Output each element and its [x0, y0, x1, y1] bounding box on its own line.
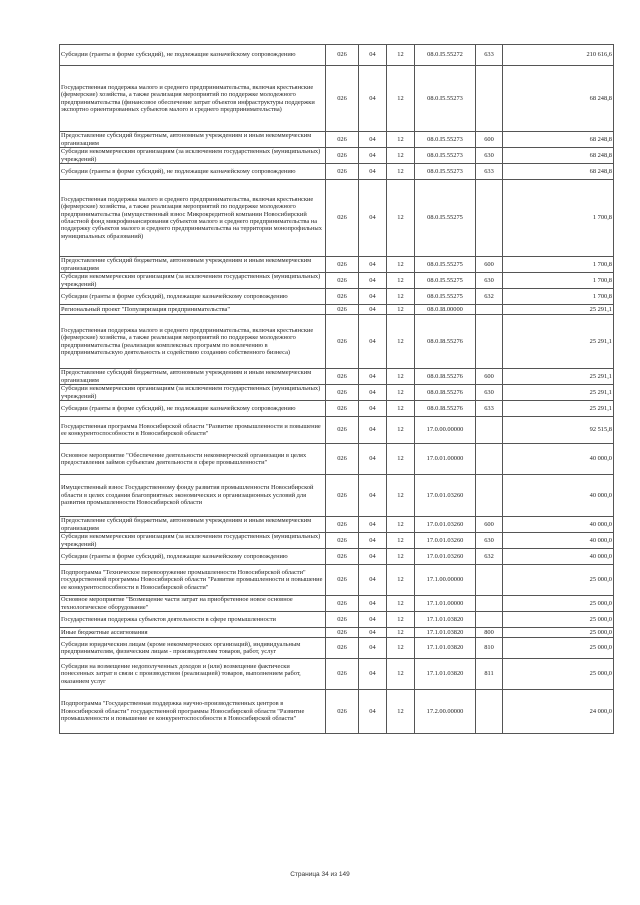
section-code-cell: 04: [359, 180, 387, 257]
section-code-cell: 04: [359, 273, 387, 289]
section-code-cell: 04: [359, 612, 387, 628]
target-article-cell: 17.1.01.03820: [415, 612, 476, 628]
section-code-cell: 04: [359, 690, 387, 734]
row-name-cell: Основное мероприятие "Обеспечение деятельности некоммерческой организации в целях предоставления займов субъектам деятельности в сфере промышленности": [60, 444, 326, 475]
amount-cell: 68 248,8: [503, 164, 614, 180]
section-code-cell: 04: [359, 596, 387, 612]
ved-code-cell: 026: [326, 180, 359, 257]
subsection-code-cell: 12: [387, 596, 415, 612]
section-code-cell: 04: [359, 66, 387, 132]
table-row: [60, 444, 614, 475]
amount-cell: 25 000,0: [503, 565, 614, 596]
section-code-cell: 04: [359, 475, 387, 517]
expense-type-cell: 810: [476, 638, 503, 659]
row-name-cell: Предоставление субсидий бюджетным, автономным учреждениям и иным некоммерческим организациям: [60, 132, 326, 148]
section-code-cell: 04: [359, 628, 387, 638]
expense-type-cell: 632: [476, 289, 503, 305]
budget-table: [59, 44, 614, 734]
expense-type-cell: 811: [476, 659, 503, 690]
subsection-code-cell: 12: [387, 444, 415, 475]
ved-code-cell: 026: [326, 45, 359, 66]
ved-code-cell: 026: [326, 417, 359, 444]
row-name-cell: Подпрограмма "Государственная поддержка научно-производственных центров в Новосибирской области" государственной программы Новосибирской области "Развитие промышленности и повышение ее конкурентоспособности в Новосибирской области": [60, 690, 326, 734]
row-name-cell: Субсидии (гранты в форме субсидий), подлежащие казначейскому сопровождению: [60, 289, 326, 305]
amount-cell: 40 000,0: [503, 549, 614, 565]
ved-code-cell: 026: [326, 305, 359, 315]
target-article-cell: 17.1.01.03820: [415, 638, 476, 659]
row-name-cell: Субсидии некоммерческим организациям (за исключением государственных (муниципальных) учреждений): [60, 533, 326, 549]
table-row: [60, 638, 614, 659]
table-row: [60, 148, 614, 164]
table-row: [60, 273, 614, 289]
table-row: [60, 549, 614, 565]
subsection-code-cell: 12: [387, 549, 415, 565]
target-article-cell: 08.0.I5.55275: [415, 257, 476, 273]
subsection-code-cell: 12: [387, 273, 415, 289]
target-article-cell: 17.1.01.03820: [415, 628, 476, 638]
expense-type-cell: 800: [476, 628, 503, 638]
target-article-cell: 08.0.I5.55273: [415, 164, 476, 180]
amount-cell: 1 700,8: [503, 180, 614, 257]
amount-cell: 25 000,0: [503, 628, 614, 638]
expense-type-cell: [476, 612, 503, 628]
expense-type-cell: 600: [476, 132, 503, 148]
section-code-cell: 04: [359, 369, 387, 385]
table-row: [60, 45, 614, 66]
row-name-cell: Государственная поддержка малого и среднего предпринимательства, включая крестьянские (фермерские) хозяйства, а также реализация мероприятий по поддержке молодежного предпринимательства (имущественный взнос Микрокредитной компании Новосибирский областной фонд микрофинансирования субъектов малого и среднего предпринимательства на поддержку субъектов малого и среднего предпринимательства на территории монопрофильных муниципальных образований): [60, 180, 326, 257]
target-article-cell: 17.0.01.00000: [415, 444, 476, 475]
ved-code-cell: 026: [326, 596, 359, 612]
expense-type-cell: 633: [476, 45, 503, 66]
target-article-cell: 17.1.00.00000: [415, 565, 476, 596]
expense-type-cell: [476, 475, 503, 517]
row-name-cell: Субсидии некоммерческим организациям (за исключением государственных (муниципальных) учреждений): [60, 148, 326, 164]
amount-cell: 25 291,1: [503, 401, 614, 417]
expense-type-cell: 600: [476, 517, 503, 533]
subsection-code-cell: 12: [387, 659, 415, 690]
section-code-cell: 04: [359, 444, 387, 475]
expense-type-cell: 633: [476, 401, 503, 417]
ved-code-cell: 026: [326, 475, 359, 517]
target-article-cell: 08.0.I5.55273: [415, 66, 476, 132]
subsection-code-cell: 12: [387, 289, 415, 305]
ved-code-cell: 026: [326, 385, 359, 401]
amount-cell: 40 000,0: [503, 444, 614, 475]
row-name-cell: Субсидии юридическим лицам (кроме некоммерческих организаций), индивидуальным предпринимателям, физическим лицам - производителям товаров, работ, услуг: [60, 638, 326, 659]
table-row: [60, 257, 614, 273]
row-name-cell: Субсидии некоммерческим организациям (за исключением государственных (муниципальных) учреждений): [60, 385, 326, 401]
subsection-code-cell: 12: [387, 369, 415, 385]
row-name-cell: Основное мероприятие "Возмещение части затрат на приобретенное новое основное технологическое оборудование": [60, 596, 326, 612]
subsection-code-cell: 12: [387, 612, 415, 628]
expense-type-cell: 630: [476, 273, 503, 289]
row-name-cell: Предоставление субсидий бюджетным, автономным учреждениям и иным некоммерческим организациям: [60, 369, 326, 385]
section-code-cell: 04: [359, 659, 387, 690]
ved-code-cell: 026: [326, 369, 359, 385]
section-code-cell: 04: [359, 132, 387, 148]
amount-cell: 1 700,8: [503, 289, 614, 305]
subsection-code-cell: 12: [387, 475, 415, 517]
row-name-cell: Предоставление субсидий бюджетным, автономным учреждениям и иным некоммерческим организациям: [60, 517, 326, 533]
ved-code-cell: 026: [326, 444, 359, 475]
amount-cell: 210 616,6: [503, 45, 614, 66]
row-name-cell: Субсидии (гранты в форме субсидий), подлежащие казначейскому сопровождению: [60, 549, 326, 565]
target-article-cell: 17.0.01.03260: [415, 549, 476, 565]
page-number-footer: Страница 34 из 149: [290, 871, 350, 878]
row-name-cell: Имущественный взнос Государственному фонду развития промышленности Новосибирской области в целях создания благоприятных экономических и организационных условий для развития промышленности Новосибирской области: [60, 475, 326, 517]
target-article-cell: 08.0.I8.55276: [415, 315, 476, 369]
row-name-cell: Предоставление субсидий бюджетным, автономным учреждениям и иным некоммерческим организациям: [60, 257, 326, 273]
expense-type-cell: [476, 180, 503, 257]
expense-type-cell: 633: [476, 164, 503, 180]
expense-type-cell: 600: [476, 257, 503, 273]
table-row: [60, 475, 614, 517]
table-row: [60, 417, 614, 444]
table-row: [60, 659, 614, 690]
row-name-cell: Субсидии (гранты в форме субсидий), не подлежащие казначейскому сопровождению: [60, 164, 326, 180]
amount-cell: 25 291,1: [503, 385, 614, 401]
section-code-cell: 04: [359, 549, 387, 565]
table-row: [60, 690, 614, 734]
target-article-cell: 08.0.I8.55276: [415, 369, 476, 385]
subsection-code-cell: 12: [387, 315, 415, 369]
subsection-code-cell: 12: [387, 638, 415, 659]
target-article-cell: 17.2.00.00000: [415, 690, 476, 734]
target-article-cell: 08.0.I5.55275: [415, 289, 476, 305]
amount-cell: 40 000,0: [503, 517, 614, 533]
row-name-cell: Субсидии некоммерческим организациям (за исключением государственных (муниципальных) учреждений): [60, 273, 326, 289]
amount-cell: 25 291,1: [503, 305, 614, 315]
section-code-cell: 04: [359, 257, 387, 273]
ved-code-cell: 026: [326, 517, 359, 533]
expense-type-cell: [476, 690, 503, 734]
expense-type-cell: 632: [476, 549, 503, 565]
section-code-cell: 04: [359, 517, 387, 533]
ved-code-cell: 026: [326, 690, 359, 734]
row-name-cell: Государственная поддержка малого и среднего предпринимательства, включая крестьянские (фермерские) хозяйства, а также реализация мероприятий по поддержке молодежного предпринимательства (реализация комплексных программ по вовлечению в предпринимательскую деятельность и содействию созданию собственного бизнеса): [60, 315, 326, 369]
table-row: [60, 369, 614, 385]
target-article-cell: 17.1.01.03820: [415, 659, 476, 690]
ved-code-cell: 026: [326, 628, 359, 638]
target-article-cell: 17.1.01.00000: [415, 596, 476, 612]
section-code-cell: 04: [359, 45, 387, 66]
expense-type-cell: [476, 66, 503, 132]
table-row: [60, 66, 614, 132]
target-article-cell: 17.0.01.03260: [415, 475, 476, 517]
row-name-cell: Государственная программа Новосибирской области "Развитие промышленности и повышение ее конкурентоспособности в Новосибирской области": [60, 417, 326, 444]
expense-type-cell: [476, 565, 503, 596]
ved-code-cell: 026: [326, 148, 359, 164]
target-article-cell: 08.0.I5.55273: [415, 132, 476, 148]
amount-cell: 25 000,0: [503, 596, 614, 612]
section-code-cell: 04: [359, 289, 387, 305]
table-row: [60, 565, 614, 596]
subsection-code-cell: 12: [387, 533, 415, 549]
row-name-cell: Подпрограмма "Техническое перевооружение промышленности Новосибирской области" государственной программы Новосибирской области "Развитие промышленности и повышение ее конкурентоспособности в Новосибирской области": [60, 565, 326, 596]
amount-cell: 24 000,0: [503, 690, 614, 734]
amount-cell: 25 291,1: [503, 369, 614, 385]
table-row: [60, 305, 614, 315]
section-code-cell: 04: [359, 533, 387, 549]
table-row: [60, 596, 614, 612]
section-code-cell: 04: [359, 164, 387, 180]
expense-type-cell: 630: [476, 148, 503, 164]
row-name-cell: Региональный проект "Популяризация предпринимательства": [60, 305, 326, 315]
ved-code-cell: 026: [326, 401, 359, 417]
ved-code-cell: 026: [326, 273, 359, 289]
ved-code-cell: 026: [326, 565, 359, 596]
row-name-cell: Государственная поддержка субъектов деятельности в сфере промышленности: [60, 612, 326, 628]
row-name-cell: Государственная поддержка малого и среднего предпринимательства, включая крестьянские (фермерские) хозяйства, а также реализация мероприятий по поддержке молодежного предпринимательства (финансовое обеспечение затрат объектов инфраструктуры поддержки экспортно ориентированных субъектов малого и среднего предпринимательства): [60, 66, 326, 132]
amount-cell: 68 248,8: [503, 66, 614, 132]
ved-code-cell: 026: [326, 289, 359, 305]
expense-type-cell: 600: [476, 369, 503, 385]
expense-type-cell: [476, 305, 503, 315]
expense-type-cell: [476, 444, 503, 475]
table-row: [60, 385, 614, 401]
amount-cell: 1 700,8: [503, 257, 614, 273]
target-article-cell: 08.0.I8.00000: [415, 305, 476, 315]
table-row: [60, 132, 614, 148]
table-row: [60, 164, 614, 180]
row-name-cell: Субсидии (гранты в форме субсидий), не подлежащие казначейскому сопровождению: [60, 45, 326, 66]
ved-code-cell: 026: [326, 638, 359, 659]
subsection-code-cell: 12: [387, 517, 415, 533]
amount-cell: 68 248,8: [503, 148, 614, 164]
table-row: [60, 628, 614, 638]
ved-code-cell: 026: [326, 257, 359, 273]
section-code-cell: 04: [359, 315, 387, 369]
amount-cell: 25 000,0: [503, 659, 614, 690]
amount-cell: 1 700,8: [503, 273, 614, 289]
table-row: [60, 612, 614, 628]
target-article-cell: 17.0.00.00000: [415, 417, 476, 444]
table-row: [60, 401, 614, 417]
table-row: [60, 180, 614, 257]
subsection-code-cell: 12: [387, 628, 415, 638]
expense-type-cell: 630: [476, 533, 503, 549]
expense-type-cell: [476, 417, 503, 444]
subsection-code-cell: 12: [387, 257, 415, 273]
amount-cell: 40 000,0: [503, 475, 614, 517]
section-code-cell: 04: [359, 417, 387, 444]
section-code-cell: 04: [359, 305, 387, 315]
section-code-cell: 04: [359, 401, 387, 417]
subsection-code-cell: 12: [387, 401, 415, 417]
ved-code-cell: 026: [326, 66, 359, 132]
ved-code-cell: 026: [326, 533, 359, 549]
target-article-cell: 08.0.I8.55276: [415, 385, 476, 401]
table-row: [60, 315, 614, 369]
target-article-cell: 17.0.01.03260: [415, 533, 476, 549]
target-article-cell: 08.0.I5.55273: [415, 148, 476, 164]
row-name-cell: Иные бюджетные ассигнования: [60, 628, 326, 638]
ved-code-cell: 026: [326, 315, 359, 369]
ved-code-cell: 026: [326, 612, 359, 628]
row-name-cell: Субсидии на возмещение недополученных доходов и (или) возмещение фактически понесенных затрат в связи с производством (реализацией) товаров, выполнением работ, оказанием услуг: [60, 659, 326, 690]
budget-table-sheet: [59, 44, 613, 734]
table-row: [60, 517, 614, 533]
amount-cell: 25 291,1: [503, 315, 614, 369]
amount-cell: 92 515,8: [503, 417, 614, 444]
subsection-code-cell: 12: [387, 690, 415, 734]
subsection-code-cell: 12: [387, 66, 415, 132]
amount-cell: 40 000,0: [503, 533, 614, 549]
ved-code-cell: 026: [326, 549, 359, 565]
amount-cell: 25 000,0: [503, 638, 614, 659]
section-code-cell: 04: [359, 148, 387, 164]
section-code-cell: 04: [359, 565, 387, 596]
table-row: [60, 289, 614, 305]
target-article-cell: 08.0.I5.55275: [415, 273, 476, 289]
ved-code-cell: 026: [326, 164, 359, 180]
target-article-cell: 08.0.I8.55276: [415, 401, 476, 417]
target-article-cell: 08.0.I5.55272: [415, 45, 476, 66]
expense-type-cell: [476, 315, 503, 369]
ved-code-cell: 026: [326, 132, 359, 148]
subsection-code-cell: 12: [387, 45, 415, 66]
amount-cell: 25 000,0: [503, 612, 614, 628]
target-article-cell: 17.0.01.03260: [415, 517, 476, 533]
expense-type-cell: [476, 596, 503, 612]
subsection-code-cell: 12: [387, 148, 415, 164]
table-row: [60, 533, 614, 549]
amount-cell: 68 248,8: [503, 132, 614, 148]
subsection-code-cell: 12: [387, 305, 415, 315]
subsection-code-cell: 12: [387, 417, 415, 444]
subsection-code-cell: 12: [387, 385, 415, 401]
section-code-cell: 04: [359, 638, 387, 659]
subsection-code-cell: 12: [387, 164, 415, 180]
row-name-cell: Субсидии (гранты в форме субсидий), не подлежащие казначейскому сопровождению: [60, 401, 326, 417]
section-code-cell: 04: [359, 385, 387, 401]
subsection-code-cell: 12: [387, 565, 415, 596]
expense-type-cell: 630: [476, 385, 503, 401]
target-article-cell: 08.0.I5.55275: [415, 180, 476, 257]
subsection-code-cell: 12: [387, 180, 415, 257]
ved-code-cell: 026: [326, 659, 359, 690]
subsection-code-cell: 12: [387, 132, 415, 148]
